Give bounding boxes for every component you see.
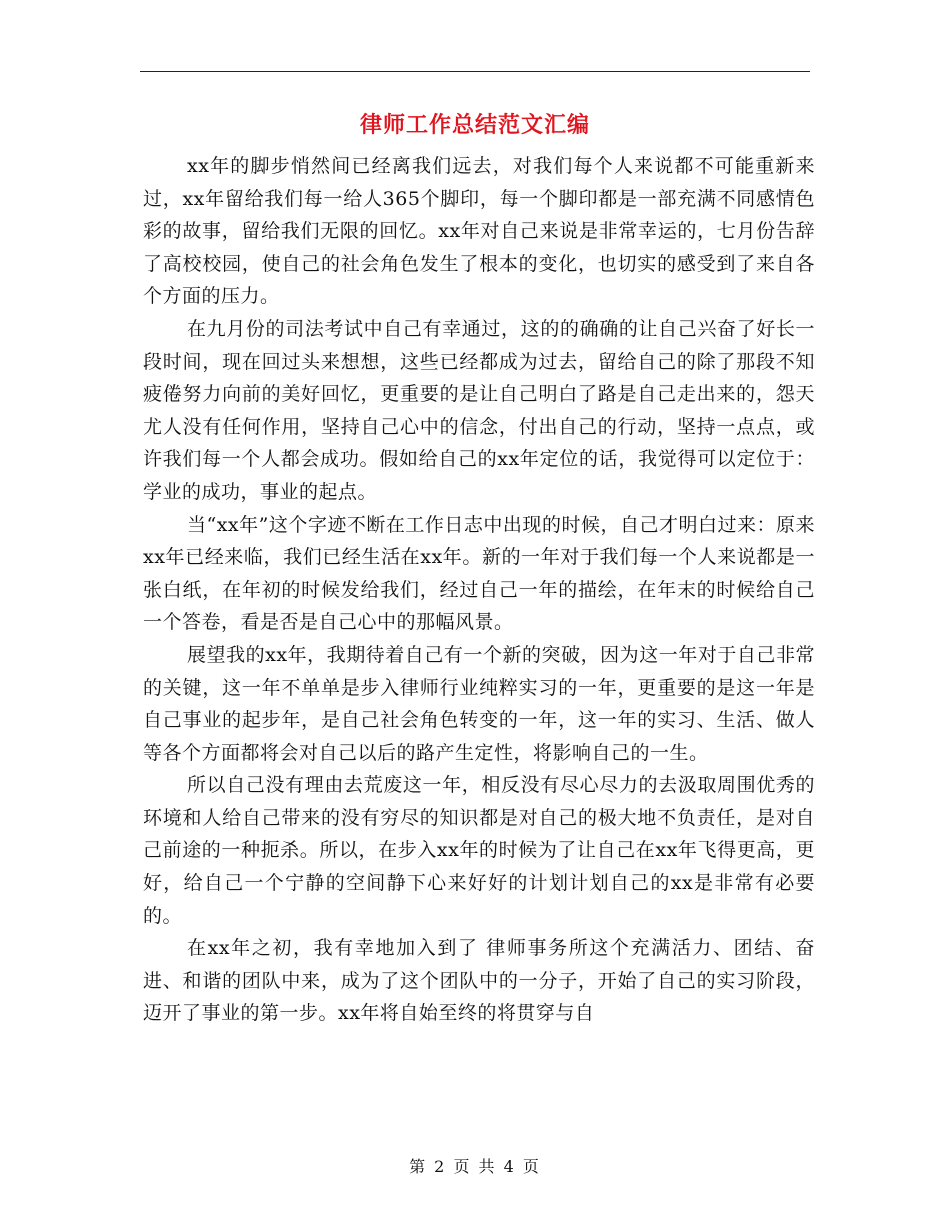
paragraph-5: 所以自己没有理由去荒废这一年，相反没有尽心尽力的去汲取周围优秀的环境和人给自己带来的没有穷尽的知识都是对自己的极大地不负责任，是对自己前途的一种扼杀。所以，在步入xx年的时候为了让自己在xx年飞得更高，更好，给自己一个宁静的空间静下心来好好的计划计划自己的xx是非常有必要的。 xyxy=(143,774,815,927)
page-footer: 第 2 页 共 4 页 xyxy=(409,1157,541,1176)
paragraph-3: 当“xx年”这个字迹不断在工作日志中出现的时候，自己才明白过来：原来xx年已经来临，我们已经生活在xx年。新的一年对于我们每一个人来说都是一张白纸，在年初的时候发给我们，经过自己一年的描绘，在年末的时候给自己一个答卷，看是否是自己心中的那幅风景。 xyxy=(143,513,815,634)
paragraph-2: 在九月份的司法考试中自己有幸通过，这的的确确的让自己兴奋了好长一段时间，现在回过头来想想，这些已经都成为过去，留给自己的除了那段不知疲倦努力向前的美好回忆，更重要的是让自己明白了路是自己走出来的，怨天尤人没有任何作用，坚持自己心中的信念，付出自己的行动，坚持一点点，或许我们每一个人都会成功。假如给自己的xx年定位的话，我觉得可以定位于：学业的成功，事业的起点。 xyxy=(143,317,815,503)
header-rule xyxy=(140,71,810,72)
document-title: 律师工作总结范文汇编 xyxy=(359,112,590,138)
paragraph-1: xx年的脚步悄然间已经离我们远去，对我们每个人来说都不可能重新来过，xx年留给我们每一给人365个脚印，每一个脚印都是一部充满不同感情色彩的故事，留给我们无限的回忆。xx年对自己来说是非常幸运的，七月份告辞了高校校园，使自己的社会角色发生了根本的变化，也切实的感受到了来自各个方面的压力。 xyxy=(143,155,815,308)
paragraph-6: 在xx年之初，我有幸地加入到了 律师事务所这个充满活力、团结、奋进、和谐的团队中来，成为了这个团队中的一分子，开始了自己的实习阶段，迈开了事业的第一步。xx年将自始至终的将贯穿与自 xyxy=(143,937,815,1025)
document-body xyxy=(143,150,815,1030)
paragraph-4: 展望我的xx年，我期待着自己有一个新的突破，因为这一年对于自己非常的关键，这一年不单单是步入律师行业纯粹实习的一年，更重要的是这一年是自己事业的起步年，是自己社会角色转变的一年，这一年的实习、生活、做人等各个方面都将会对自己以后的路产生定性，将影响自己的一生。 xyxy=(143,643,815,764)
